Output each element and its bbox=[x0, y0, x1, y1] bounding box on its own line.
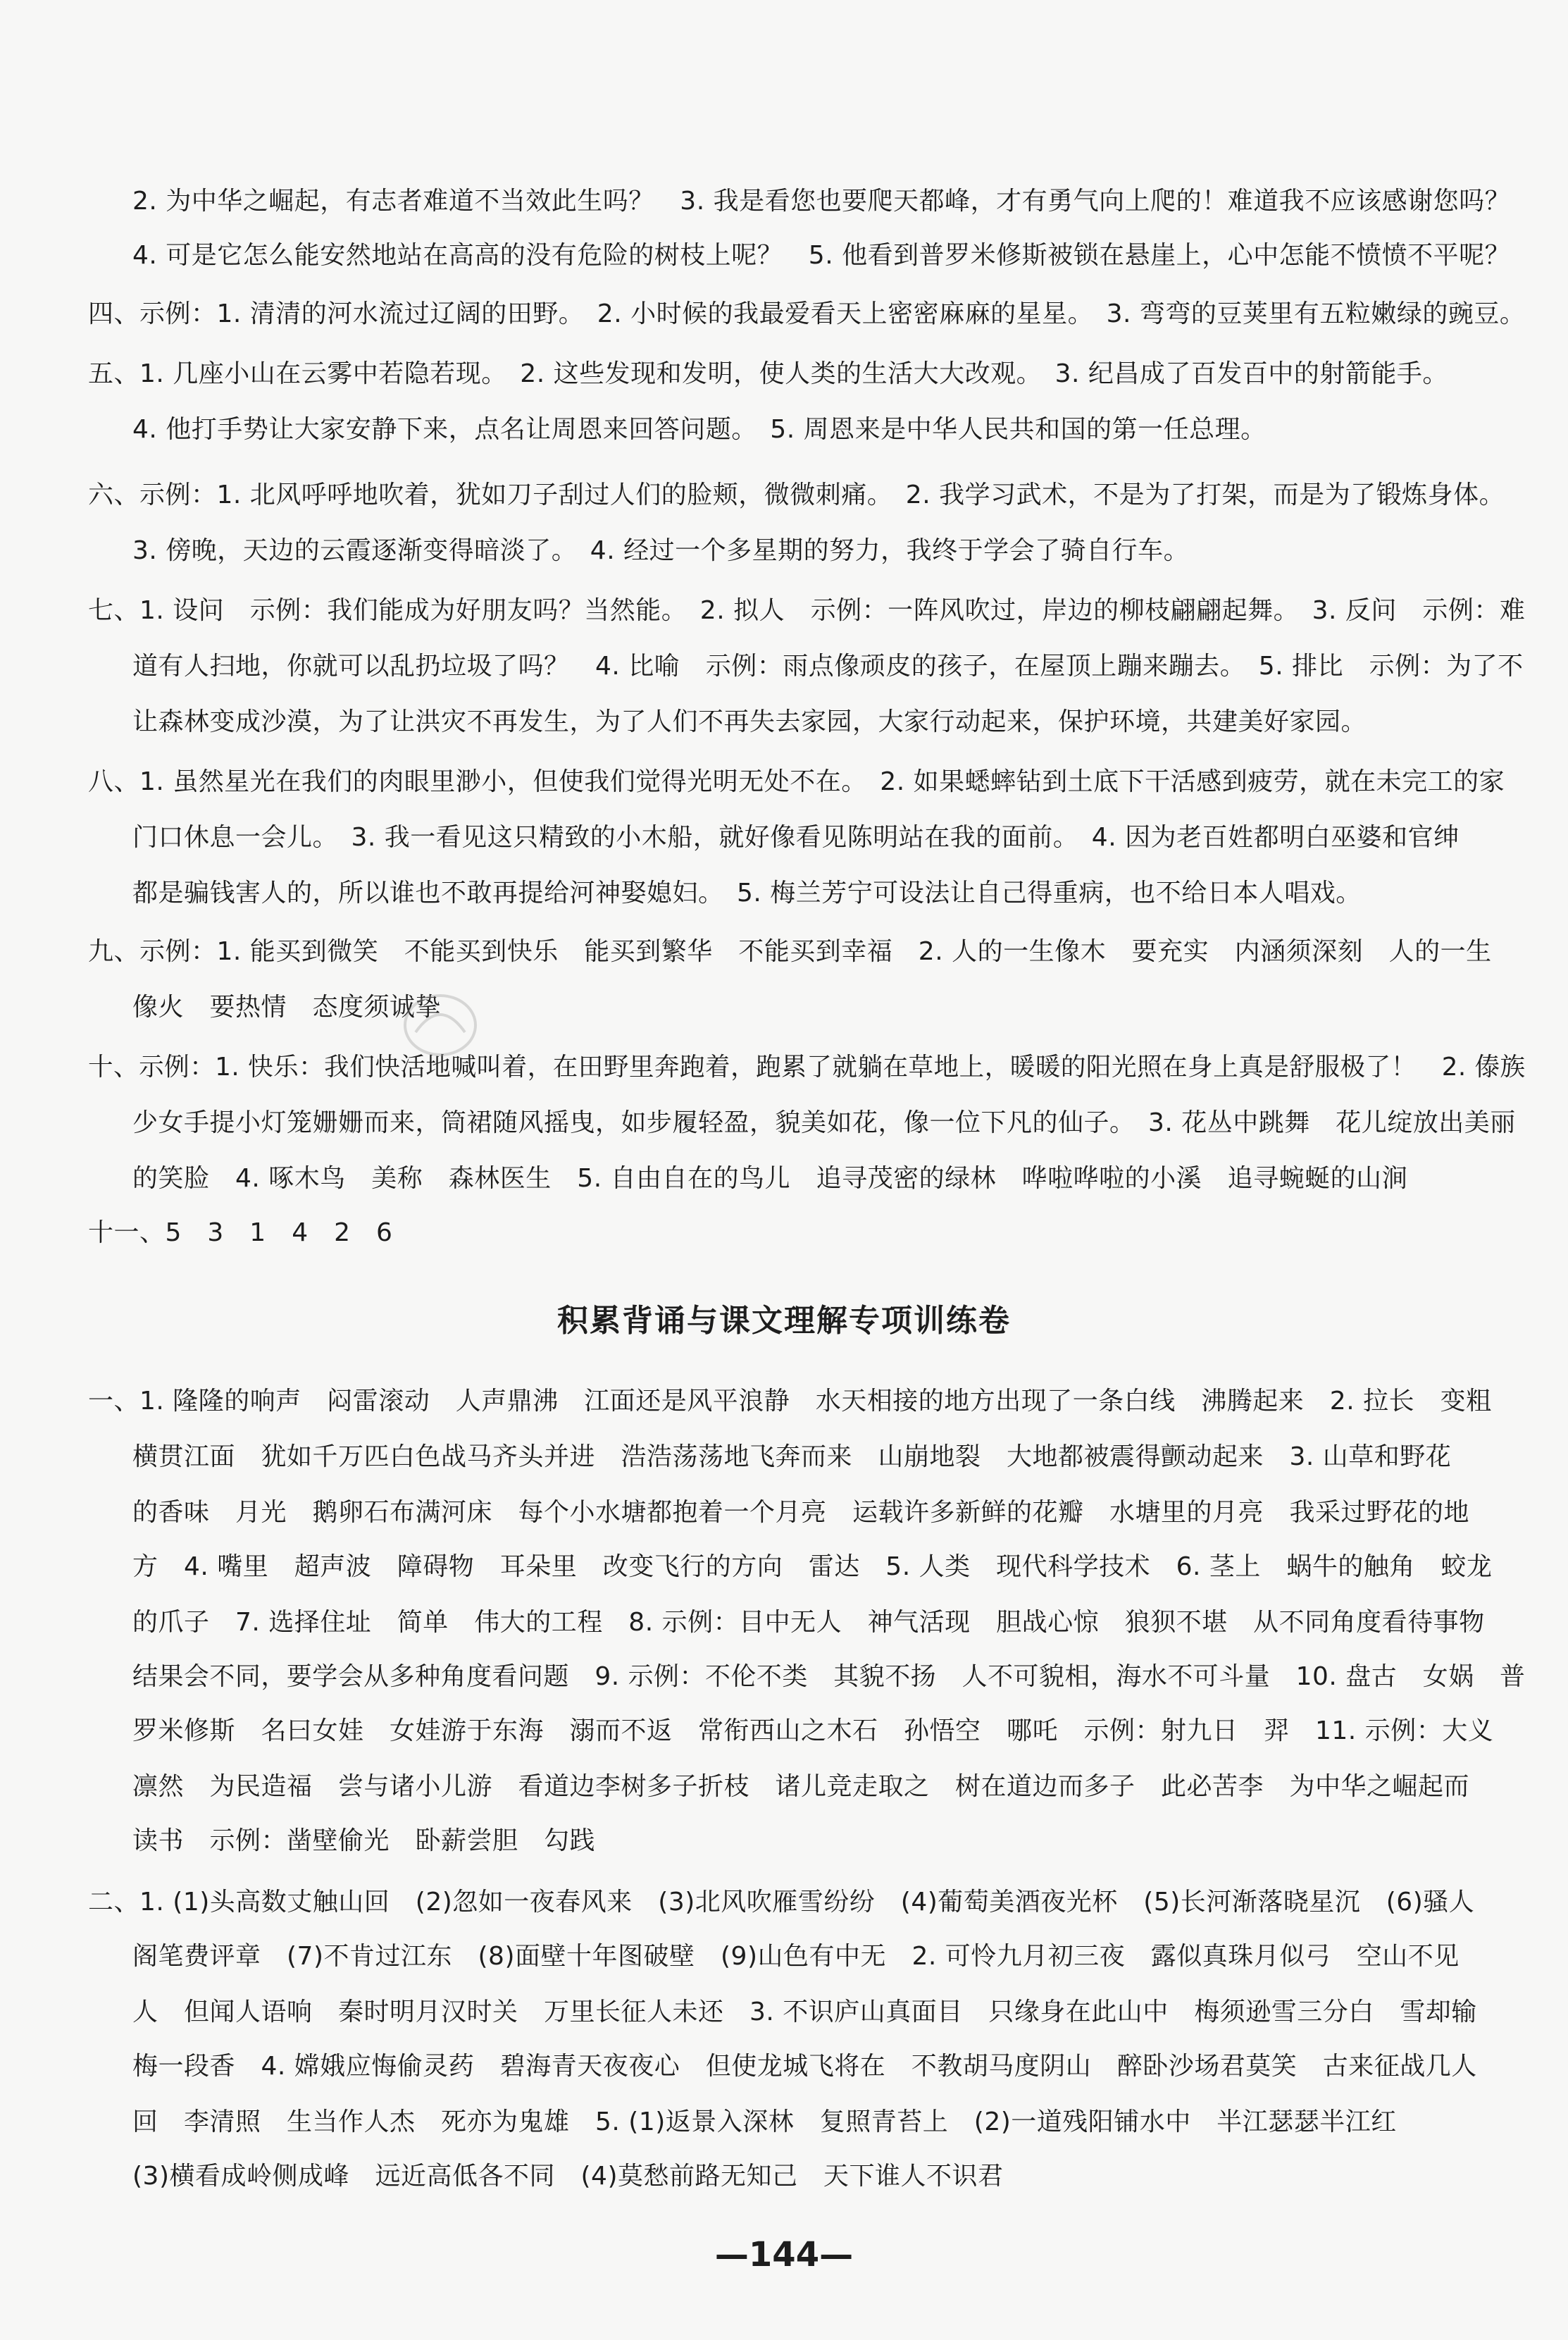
watermark-stamp-icon bbox=[394, 983, 486, 1067]
text-line: 八、1. 虽然星光在我们的肉眼里渺小，但使我们觉得光明无处不在。 2. 如果蟋蟀钻到土底下干活感到疲劳，就在未完工的家 bbox=[88, 767, 1505, 796]
text-line: 的笑脸 4. 啄木鸟 美称 森林医生 5. 自由自在的鸟儿 追寻茂密的绿林 哗啦哗啦的小溪 追寻蜿蜒的山涧 bbox=[132, 1164, 1408, 1193]
text-line: 3. 傍晚，天边的云霞逐渐变得暗淡了。 4. 经过一个多星期的努力，我终于学会了骑自行车。 bbox=[132, 536, 1190, 565]
text-line: 回 李清照 生当作人杰 死亦为鬼雄 5. (1)返景入深林 复照青苔上 (2)一道残阳铺水中 半江瑟瑟半江红 bbox=[132, 2107, 1397, 2136]
text-line: 十、示例：1. 快乐：我们快活地喊叫着，在田野里奔跑着，跑累了就躺在草地上，暖暖的阳光照在身上真是舒服极了！ 2. 傣族 bbox=[88, 1053, 1526, 1082]
text-line: 一、1. 隆隆的响声 闷雷滚动 人声鼎沸 江面还是风平浪静 水天相接的地方出现了一条白线 沸腾起来 2. 拉长 变粗 bbox=[88, 1387, 1492, 1416]
text-line: 像火 要热情 态度须诚挚 bbox=[132, 993, 442, 1022]
text-line: 人 但闻人语响 秦时明月汉时关 万里长征人未还 3. 不识庐山真面目 只缘身在此山中 梅须逊雪三分白 雪却输 bbox=[132, 1998, 1477, 2026]
text-line: (3)横看成岭侧成峰 远近高低各不同 (4)莫愁前路无知己 天下谁人不识君 bbox=[132, 2162, 1004, 2191]
text-line: 道有人扫地，你就可以乱扔垃圾了吗？ 4. 比喻 示例：雨点像顽皮的孩子，在屋顶上蹦来蹦去。 5. 排比 示例：为了不 bbox=[132, 652, 1524, 681]
text-line: 方 4. 嘴里 超声波 障碍物 耳朵里 改变飞行的方向 雷达 5. 人类 现代科学技术 6. 茎上 蜗牛的触角 蛟龙 bbox=[132, 1552, 1493, 1581]
text-line: 让森林变成沙漠，为了让洪灾不再发生，为了人们不再失去家园，大家行动起来，保护环境，共建美好家园。 bbox=[132, 707, 1367, 736]
text-line: 阁笔费评章 (7)不肯过江东 (8)面壁十年图破壁 (9)山色有中无 2. 可怜九月初三夜 露似真珠月似弓 空山不见 bbox=[132, 1942, 1460, 1971]
text-line: 少女手提小灯笼姗姗而来，筒裙随风摇曳，如步履轻盈，貌美如花，像一位下凡的仙子。 3. 花丛中跳舞 花儿绽放出美丽 bbox=[132, 1108, 1516, 1137]
text-line: 结果会不同，要学会从多种角度看问题 9. 示例：不伦不类 其貌不扬 人不可貌相，海水不可斗量 10. 盘古 女娲 普 bbox=[132, 1662, 1526, 1691]
text-line: 十一、5 3 1 4 2 6 bbox=[88, 1218, 393, 1247]
text-line: 2. 为中华之崛起，有志者难道不当效此生吗？ 3. 我是看您也要爬天都峰，才有勇气向上爬的！难道我不应该感谢您吗？ bbox=[132, 187, 1511, 216]
text-line: 4. 他打手势让大家安静下来，点名让周恩来回答问题。 5. 周恩来是中华人民共和国的第一任总理。 bbox=[132, 415, 1267, 444]
text-line: 都是骗钱害人的，所以谁也不敢再提给河神娶媳妇。 5. 梅兰芳宁可设法让自己得重病，也不给日本人唱戏。 bbox=[132, 879, 1362, 908]
text-line: 九、示例：1. 能买到微笑 不能买到快乐 能买到繁华 不能买到幸福 2. 人的一生像木 要充实 内涵须深刻 人的一生 bbox=[88, 937, 1492, 966]
text-line: 凛然 为民造福 尝与诸小儿游 看道边李树多子折枝 诸儿竞走取之 树在道边而多子 此必苦李 为中华之崛起而 bbox=[132, 1772, 1470, 1801]
text-line: 五、1. 几座小山在云雾中若隐若现。 2. 这些发现和发明，使人类的生活大大改观。 3. 纪昌成了百发百中的射箭能手。 bbox=[88, 359, 1448, 388]
text-line: 的爪子 7. 选择住址 简单 伟大的工程 8. 示例：目中无人 神气活现 胆战心惊 狼狈不堪 从不同角度看待事物 bbox=[132, 1608, 1485, 1637]
text-line: 二、1. (1)头高数丈触山回 (2)忽如一夜春风来 (3)北风吹雁雪纷纷 (4)葡萄美酒夜光杯 (5)长河渐落晓星沉 (6)骚人 bbox=[88, 1888, 1475, 1917]
text-line: 的香味 月光 鹅卵石布满河床 每个小水塘都抱着一个月亮 运载许多新鲜的花瓣 水塘里的月亮 我采过野花的地 bbox=[132, 1498, 1470, 1527]
text-line: 六、示例：1. 北风呼呼地吹着，犹如刀子刮过人们的脸颊，微微刺痛。 2. 我学习武术，不是为了打架，而是为了锻炼身体。 bbox=[88, 481, 1505, 509]
text-line: 四、示例：1. 清清的河水流过辽阔的田野。 2. 小时候的我最爱看天上密密麻麻的星星。 3. 弯弯的豆荚里有五粒嫩绿的豌豆。 bbox=[88, 299, 1526, 328]
text-line: 七、1. 设问 示例：我们能成为好朋友吗？当然能。 2. 拟人 示例：一阵风吹过，岸边的柳枝翩翩起舞。 3. 反问 示例：难 bbox=[88, 596, 1526, 625]
text-line: 横贯江面 犹如千万匹白色战马齐头并进 浩浩荡荡地飞奔而来 山崩地裂 大地都被震得颤动起来 3. 山草和野花 bbox=[132, 1442, 1452, 1471]
text-line: 读书 示例：凿壁偷光 卧薪尝胆 勾践 bbox=[132, 1826, 596, 1855]
text-line: 罗米修斯 名曰女娃 女娃游于东海 溺而不返 常衔西山之木石 孙悟空 哪吒 示例：射九日 羿 11. 示例：大义 bbox=[132, 1716, 1494, 1745]
text-line: 梅一段香 4. 嫦娥应悔偷灵药 碧海青天夜夜心 但使龙城飞将在 不教胡马度阴山 醉卧沙场君莫笑 古来征战几人 bbox=[132, 2052, 1477, 2081]
text-line: 门口休息一会儿。 3. 我一看见这只精致的小木船，就好像看见陈明站在我的面前。 4. 因为老百姓都明白巫婆和官绅 bbox=[132, 823, 1460, 852]
section-heading: 积累背诵与课文理解专项训练卷 bbox=[557, 1303, 1011, 1339]
text-line: 4. 可是它怎么能安然地站在高高的没有危险的树枝上呢？ 5. 他看到普罗米修斯被锁在悬崖上，心中怎能不愤愤不平呢？ bbox=[132, 241, 1511, 270]
page-number: —144— bbox=[714, 2235, 854, 2274]
